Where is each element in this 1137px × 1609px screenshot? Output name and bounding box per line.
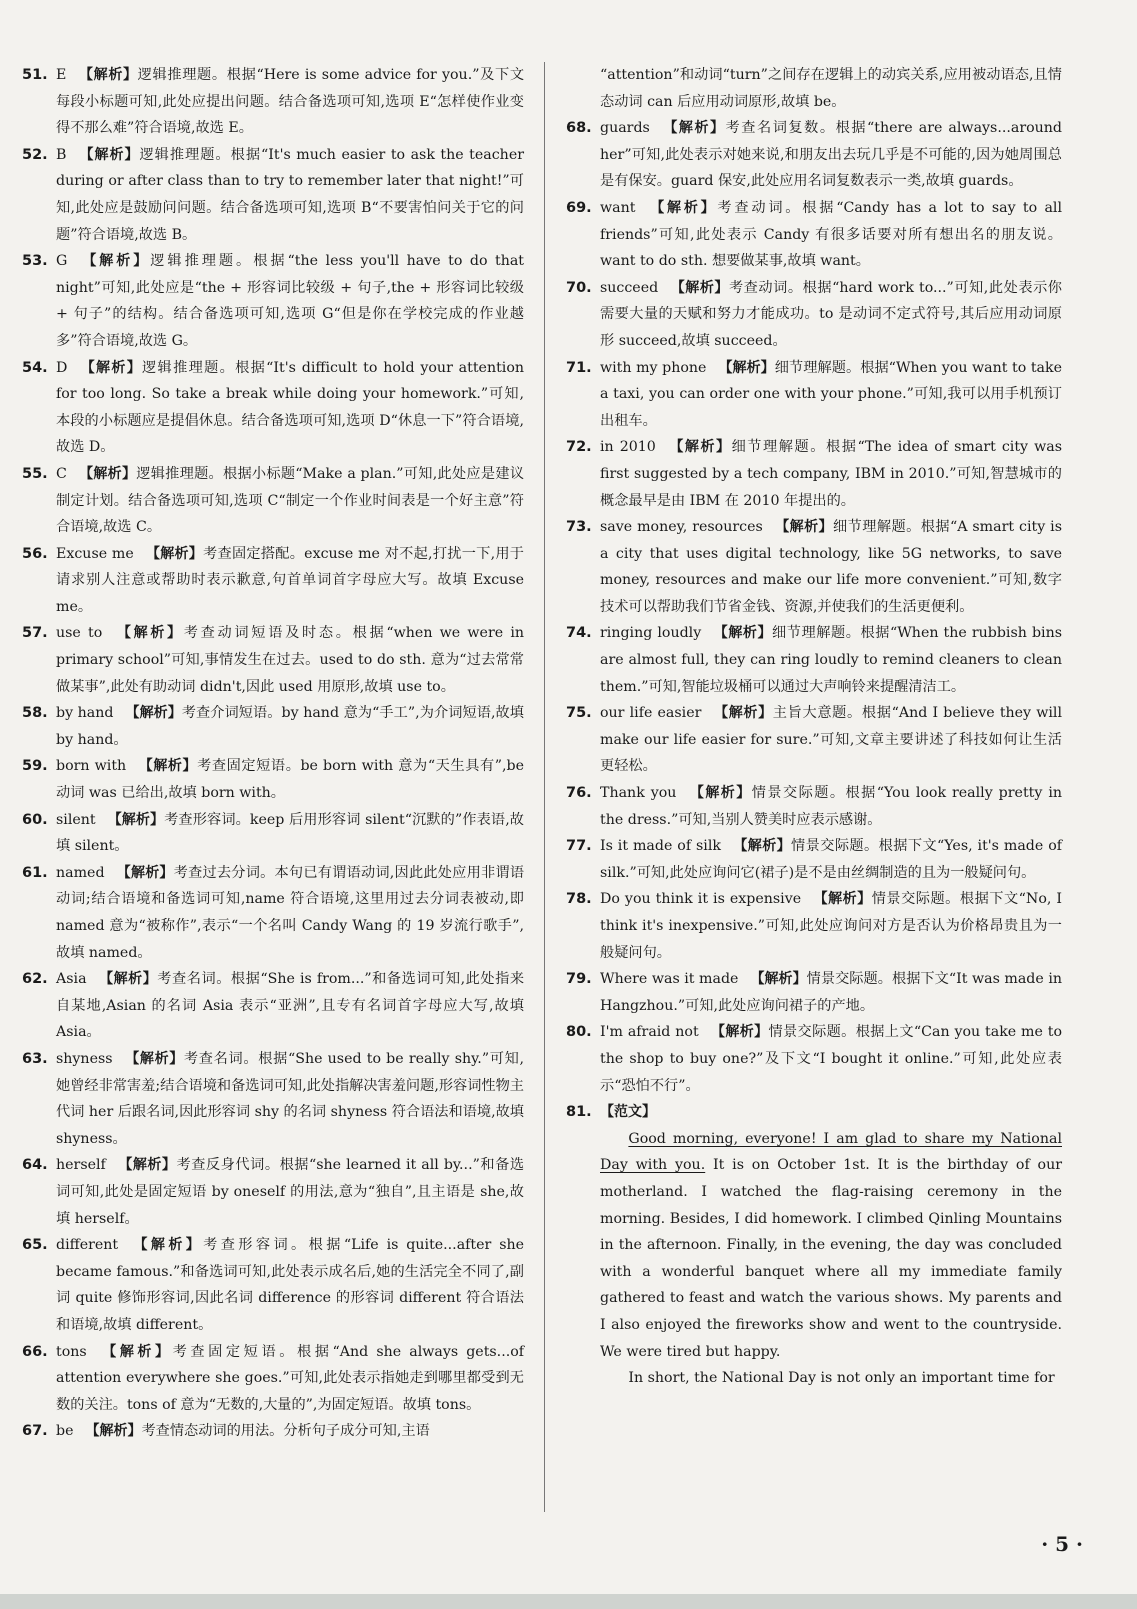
explanation: 考查动词。根据“hard work to...”可知,此处表示你需要大量的天赋和努力才能成功。to 是动词不定式符号,其后应用动词原形 succeed,故填 succeed。 bbox=[600, 279, 1062, 349]
explanation: 考查情态动词的用法。分析句子成分可知,主语 bbox=[141, 1423, 430, 1440]
question-number: 74. bbox=[566, 625, 592, 642]
question-number: 65. bbox=[22, 1237, 48, 1254]
answer-entry bbox=[566, 1019, 1062, 1099]
analysis-tag: 【解析】 bbox=[124, 1050, 184, 1067]
explanation: 情景交际题。根据“You look really pretty in the dress.”可知,当别人赞美时应表示感谢。 bbox=[600, 785, 1062, 828]
analysis-tag: 【解析】 bbox=[750, 971, 807, 988]
analysis-tag: 【解析】 bbox=[78, 146, 140, 163]
answer: with my phone bbox=[600, 359, 707, 376]
analysis-tag: 【解析】 bbox=[670, 279, 729, 296]
explanation: 考查固定搭配。excuse me 对不起,打扰一下,用于请求别人注意或帮助时表示歉意,句首单词首字母应大写。故填 Excuse me。 bbox=[56, 545, 524, 615]
explanation: 考查动词。根据“Candy has a lot to say to all friends”可知,此处表示 Candy 有很多话要对所有想出名的朋友说。want to do sth. 想要做某事,故填 want。 bbox=[600, 199, 1063, 270]
analysis-tag: 【解析】 bbox=[145, 545, 204, 562]
explanation: 考查形容词。根据“Life is quite...after she became famous.”和备选词可知,此处表示成名后,她的生活完全不同了,副词 quite 修饰形容词,因此名词 difference 的形容词 different 符合语法和语境,故填 different。 bbox=[56, 1237, 525, 1333]
explanation: 细节理解题。根据“When you want to take a taxi, you can order one with your phone.”可知,我可以用手机预订出租车。 bbox=[600, 359, 1062, 429]
analysis-tag: 【解析】 bbox=[647, 199, 718, 216]
question-number: 72. bbox=[566, 439, 592, 456]
question-number: 77. bbox=[566, 838, 592, 855]
explanation: 细节理解题。根据“A smart city is a city that uses digital technology, like 5G networks, to save money, resources and make our life more convenient.”可知,数字技术可以帮助我们节省金钱、资源,并使我们的生活更便利。 bbox=[600, 519, 1062, 615]
explanation: 情景交际题。根据下文“No, I think it's inexpensive.”可知,此处应询问对方是否认为价格昂贵且为一般疑问句。 bbox=[600, 891, 1063, 961]
answer: succeed bbox=[600, 279, 659, 296]
answer: Where was it made bbox=[600, 971, 739, 988]
answer: E bbox=[56, 67, 67, 83]
answer-entry bbox=[22, 700, 524, 753]
answer-entry bbox=[22, 966, 524, 1046]
answer: Is it made of silk bbox=[600, 838, 721, 855]
question-number: 53. bbox=[22, 253, 48, 270]
question-number: 51. bbox=[22, 67, 48, 83]
answer: herself bbox=[56, 1157, 106, 1174]
answer-entry bbox=[22, 355, 524, 461]
essay-body: It is on October 1st. It is the birthday of our motherland. I watched the flag-raising ceremony in the morning. Besides, I did homework. I climbed Qinling Mountains in the afternoon. Finally, in the evening, the day was concluded with a wonderful banquet where all my immediate family gathered to feast and watch the various shows. My parents and I also enjoyed the fireworks show and went to the countryside. We were tired but happy. bbox=[600, 1157, 1063, 1360]
question-number: 66. bbox=[22, 1343, 48, 1360]
answer: D bbox=[56, 359, 68, 376]
explanation: 考查动词短语及时态。根据“when we were in primary school”可知,事情发生在过去。used to do sth. 意为“过去常常做某事”,此处有助动词 didn't,因此 used 用原形,故填 use to。 bbox=[56, 625, 525, 695]
analysis-tag: 【解析】 bbox=[713, 705, 773, 722]
answer: our life easier bbox=[600, 705, 702, 722]
explanation: 逻辑推理题。根据小标题“Make a plan.”可知,此处应是建议制定计划。结合备选项可知,选项 C“制定一个作业时间表是一个好主意”符合语境,故选 C。 bbox=[56, 465, 525, 536]
question-number: 81. bbox=[566, 1104, 592, 1121]
explanation: 考查名词。根据“She is from...”和备选词可知,此处指来自某地,Asian 的名词 Asia 表示“亚洲”,且专有名词首字母应大写,故填 Asia。 bbox=[56, 971, 525, 1041]
answer-entry bbox=[566, 514, 1062, 620]
explanation: 情景交际题。根据下文“Yes, it's made of silk.”可知,此处应询问它(裙子)是不是由丝绸制造的且为一般疑问句。 bbox=[600, 838, 1062, 881]
question-number: 80. bbox=[566, 1024, 592, 1041]
essay-opening: Good morning, everyone! I am glad to share my National Day with you. bbox=[600, 1130, 1062, 1174]
answer: Do you think it is expensive bbox=[600, 891, 802, 908]
answer-entry bbox=[22, 620, 524, 700]
answer: shyness bbox=[56, 1050, 113, 1067]
question-number: 70. bbox=[566, 279, 592, 296]
question-number: 56. bbox=[22, 545, 48, 562]
explanation: 逻辑推理题。根据“It's much easier to ask the teacher during or after class than to try to remember later that night!”可知,此处应是鼓励问问题。结合备选项可知,选项 B“不要害怕问关于它的问题”符合语境,故选 B。 bbox=[56, 146, 524, 243]
answer-entry bbox=[566, 620, 1062, 700]
right-column bbox=[566, 62, 1062, 1392]
analysis-tag: 【解析】 bbox=[138, 758, 198, 775]
analysis-tag: 【解析】 bbox=[78, 465, 137, 482]
answer-entry bbox=[22, 1339, 524, 1419]
answer: want bbox=[600, 199, 636, 216]
answer: guards bbox=[600, 120, 650, 137]
answer: be bbox=[56, 1423, 74, 1440]
question-number: 60. bbox=[22, 811, 48, 828]
question-number: 78. bbox=[566, 891, 592, 908]
analysis-tag: 【解析】 bbox=[130, 1237, 204, 1254]
question-number: 62. bbox=[22, 971, 48, 988]
answer-entry bbox=[22, 62, 524, 142]
question-number: 52. bbox=[22, 146, 48, 163]
explanation: 逻辑推理题。根据“the less you'll have to do that night”可知,此处应是“the + 形容词比较级 + 句子,the + 形容词比较级 + 句子”的结构。结合备选项可知,选项 G“但是你在学校完成的作业越多”符合语境,故选 G。 bbox=[56, 253, 524, 349]
question-number: 67. bbox=[22, 1423, 48, 1440]
explanation: 考查介词短语。by hand 意为“手工”,为介词短语,故填 by hand。 bbox=[56, 705, 524, 748]
analysis-tag: 【解析】 bbox=[85, 1423, 142, 1440]
explanation: 细节理解题。根据“When the rubbish bins are almost full, they can ring loudly to remind cleaners to clean them.”可知,智能垃圾桶可以通过大声响铃来提醒清洁工。 bbox=[600, 625, 1062, 695]
analysis-tag: 【解析】 bbox=[710, 1024, 769, 1041]
question-number: 55. bbox=[22, 465, 48, 482]
answer-entry bbox=[22, 753, 524, 806]
question-number: 71. bbox=[566, 359, 592, 376]
answer: I'm afraid not bbox=[600, 1024, 699, 1041]
answer-entry bbox=[22, 461, 524, 541]
question-number: 59. bbox=[22, 758, 48, 775]
explanation: 逻辑推理题。根据“It's difficult to hold your attention for too long. So take a break while doing your homework.”可知,本段的小标题应是提倡休息。结合备选项可知,选项 D“休息一下”符合语境,故选 D。 bbox=[56, 359, 524, 456]
analysis-tag: 【解析】 bbox=[107, 811, 165, 828]
question-number: 63. bbox=[22, 1050, 48, 1067]
analysis-tag: 【解析】 bbox=[732, 838, 792, 855]
question-number: 58. bbox=[22, 705, 48, 722]
answer-entry bbox=[566, 275, 1062, 355]
page-bottom-band bbox=[0, 1594, 1137, 1609]
answer: G bbox=[56, 253, 68, 270]
answer-entry bbox=[22, 807, 524, 860]
question-number: 69. bbox=[566, 199, 592, 216]
analysis-tag: 【解析】 bbox=[667, 439, 732, 456]
answer-entry bbox=[566, 780, 1062, 833]
explanation: 考查形容词。keep 后用形容词 silent“沉默的”作表语,故填 silent。 bbox=[56, 811, 524, 855]
answer-entry bbox=[566, 700, 1062, 780]
explanation: 主旨大意题。根据“And I believe they will make our life easier for sure.”可知,文章主要讲述了科技如何让生活更轻松。 bbox=[600, 705, 1063, 775]
answer-entry bbox=[566, 966, 1062, 1019]
analysis-tag: 【解析】 bbox=[661, 120, 726, 137]
explanation: 考查固定短语。根据“And she always gets...of attention everywhere she goes.”可知,此处表示指她走到哪里都受到无数的关注。tons of 意为“无数的,大量的”,为固定短语。故填 tons。 bbox=[56, 1343, 525, 1413]
column-divider bbox=[544, 62, 545, 1512]
model-essay bbox=[566, 1126, 1062, 1392]
analysis-tag: 【解析】 bbox=[78, 67, 138, 83]
answer: save money, resources bbox=[600, 519, 763, 536]
essay-heading: 【范文】 bbox=[600, 1104, 656, 1121]
question-number: 64. bbox=[22, 1157, 48, 1174]
question-number: 79. bbox=[566, 971, 592, 988]
explanation: 情景交际题。根据上文“Can you take me to the shop to buy one?”及下文“I bought it online.”可知,此处应表示“恐怕不行”。 bbox=[600, 1024, 1063, 1094]
analysis-tag: 【解析】 bbox=[813, 891, 872, 908]
answer-entry bbox=[22, 1418, 524, 1445]
question-number: 68. bbox=[566, 120, 592, 137]
analysis-tag: 【解析】 bbox=[114, 625, 184, 642]
answer: different bbox=[56, 1237, 119, 1254]
answer: ringing loudly bbox=[600, 625, 702, 642]
explanation: 逻辑推理题。根据“Here is some advice for you.”及下文每段小标题可知,此处应提出问题。结合备选项可知,选项 E“怎样使作业变得不那么难”符合语境,故选 E。 bbox=[56, 67, 525, 137]
question-number: 76. bbox=[566, 785, 592, 802]
answer-entry bbox=[22, 1046, 524, 1152]
answer: use to bbox=[56, 625, 103, 642]
answer: Excuse me bbox=[56, 545, 134, 562]
explanation: 考查固定短语。be born with 意为“天生具有”,be 动词 was 已给出,故填 born with。 bbox=[56, 758, 524, 802]
essay-paragraph: In short, the National Day is not only an important time for bbox=[628, 1370, 1055, 1387]
analysis-tag: 【解析】 bbox=[774, 519, 833, 536]
answer-entry bbox=[22, 1232, 524, 1338]
analysis-tag: 【解析】 bbox=[718, 359, 775, 376]
analysis-tag: 【解析】 bbox=[98, 1343, 173, 1360]
analysis-tag: 【解析】 bbox=[79, 359, 143, 376]
essay-paragraph bbox=[600, 1126, 1062, 1365]
explanation: 情景交际题。根据下文“It was made in Hangzhou.”可知,此处应询问裙子的产地。 bbox=[600, 971, 1063, 1014]
page-number: · 5 · bbox=[1041, 1532, 1083, 1556]
analysis-tag: 【解析】 bbox=[688, 785, 752, 802]
question-number: 54. bbox=[22, 359, 48, 376]
question-number: 57. bbox=[22, 625, 48, 642]
question-number: 75. bbox=[566, 705, 592, 722]
analysis-tag: 【解析】 bbox=[98, 971, 158, 988]
explanation: 考查名词。根据“She used to be really shy.”可知,她曾经非常害羞;结合语境和备选词可知,此处指解决害羞问题,形容词性物主代词 her 后跟名词,因此形容词 shy 的名词 shyness 符合语法和语境,故填 shyness。 bbox=[56, 1050, 524, 1147]
explanation: 考查名词复数。根据“there are always...around her”可知,此处表示对她来说,和朋友出去玩几乎是不可能的,因为她周围总是有保安。guard 保安,此处应用名词复数表示一类,故填 guards。 bbox=[600, 120, 1062, 190]
answer: tons bbox=[56, 1343, 87, 1360]
answer-entry bbox=[22, 248, 524, 354]
essay-entry bbox=[566, 1099, 1062, 1126]
answer: by hand bbox=[56, 705, 114, 722]
answer: silent bbox=[56, 811, 96, 828]
explanation: 考查过去分词。本句已有谓语动词,因此此处应用非谓语动词;结合语境和备选词可知,name 符合语境,这里用过去分词表被动,即 named 意为“被称作”,表示“一个名叫 Candy Wang 的 19 岁流行歌手”,故填 named。 bbox=[56, 864, 525, 961]
answer: named bbox=[56, 864, 105, 881]
answer-entry bbox=[566, 434, 1062, 514]
question-number: 61. bbox=[22, 864, 48, 881]
answer-entry bbox=[22, 142, 524, 248]
explanation: 考查反身代词。根据“she learned it all by...”和备选词可知,此处是固定短语 by oneself 的用法,意为“独自”,且主语是 she,故填 herself。 bbox=[56, 1157, 525, 1227]
answer-entry bbox=[22, 860, 524, 966]
answer: Thank you bbox=[600, 785, 677, 802]
analysis-tag: 【解析】 bbox=[117, 1157, 177, 1174]
answer-entry bbox=[566, 115, 1062, 195]
analysis-tag: 【解析】 bbox=[79, 253, 151, 270]
answer: born with bbox=[56, 758, 127, 775]
explanation: 细节理解题。根据“The idea of smart city was first suggested by a tech company, IBM in 2010.”可知,智慧城市的概念最早是由 IBM 在 2010 年提出的。 bbox=[600, 439, 1063, 509]
answer: C bbox=[56, 465, 67, 482]
left-column bbox=[22, 62, 524, 1445]
answer-entry bbox=[566, 195, 1062, 275]
answer-entry bbox=[566, 886, 1062, 966]
answer-entry bbox=[22, 541, 524, 621]
answer: B bbox=[56, 146, 67, 163]
analysis-tag: 【解析】 bbox=[116, 864, 174, 881]
answer-entry bbox=[22, 1152, 524, 1232]
answer-entry bbox=[566, 833, 1062, 886]
continued-explanation: “attention”和动词“turn”之间存在逻辑上的动宾关系,应用被动语态,且情态动词 can 后应用动词原形,故填 be。 bbox=[600, 67, 1062, 110]
question-number: 73. bbox=[566, 519, 592, 536]
answer: Asia bbox=[56, 971, 87, 988]
answer-entry bbox=[566, 355, 1062, 435]
answer: in 2010 bbox=[600, 439, 656, 456]
analysis-tag: 【解析】 bbox=[713, 625, 773, 642]
analysis-tag: 【解析】 bbox=[125, 705, 182, 722]
